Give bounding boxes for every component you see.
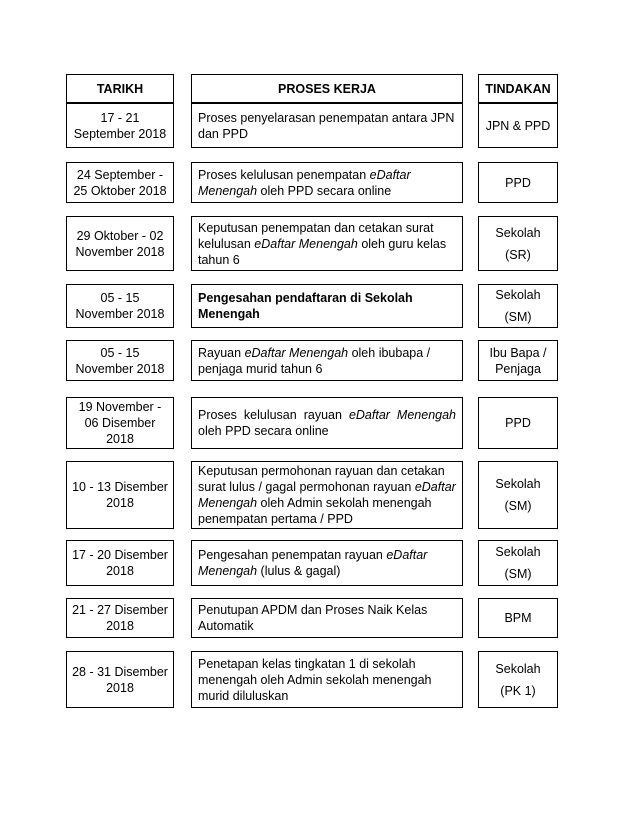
action-line: Penjaga xyxy=(495,361,541,376)
date-line: 10 - 13 Disember xyxy=(72,480,168,494)
date-line: November 2018 xyxy=(75,307,165,321)
date-cell xyxy=(66,162,174,203)
action-text xyxy=(504,610,531,626)
date-cell xyxy=(66,540,174,586)
action-text xyxy=(490,345,547,377)
process-text xyxy=(198,656,456,704)
action-line: BPM xyxy=(504,611,532,625)
date-line: 2018 xyxy=(106,619,134,633)
process-segment: Penetapan kelas tingkatan 1 di sekolah menengah oleh Admin sekolah menengah murid diluluskan xyxy=(198,656,432,703)
date-line: 28 - 31 Disember xyxy=(72,664,168,679)
date-line: 17 - 20 Disember xyxy=(72,548,168,562)
process-emphasis: eDaftar Menengah xyxy=(198,548,428,578)
process-emphasis: eDaftar Menengah xyxy=(198,167,411,198)
date-text xyxy=(74,110,166,142)
process-text xyxy=(198,167,456,199)
header-action xyxy=(478,74,558,103)
date-cell xyxy=(66,103,174,148)
process-emphasis: eDaftar Menengah xyxy=(244,345,349,360)
header-process-label: PROSES KERJA xyxy=(278,81,376,96)
action-text xyxy=(495,287,540,325)
action-cell xyxy=(478,216,558,271)
action-cell xyxy=(478,340,558,381)
process-segment: oleh guru kelas tahun 6 xyxy=(198,236,447,267)
process-cell xyxy=(191,216,463,271)
process-emphasis: eDaftar Menengah xyxy=(254,236,358,251)
date-cell xyxy=(66,216,174,271)
date-line: 05 - 15 xyxy=(100,291,140,305)
action-line: (SR) xyxy=(505,247,531,262)
action-line: Sekolah xyxy=(495,288,541,302)
process-segment: oleh ibubapa / penjaga murid tahun 6 xyxy=(198,345,431,376)
process-cell xyxy=(191,540,463,586)
date-cell xyxy=(66,461,174,529)
process-cell xyxy=(191,651,463,708)
action-line: PPD xyxy=(505,416,531,430)
date-line: 24 September - xyxy=(76,167,164,182)
action-cell xyxy=(478,103,558,148)
action-cell xyxy=(478,461,558,529)
process-segment: Keputusan penempatan dan cetakan surat kelulusan xyxy=(198,220,434,251)
date-cell xyxy=(66,397,174,449)
action-text xyxy=(486,118,551,134)
process-cell xyxy=(191,397,463,449)
date-line: 17 - 21 xyxy=(100,110,140,125)
action-line: Sekolah xyxy=(495,661,541,676)
process-segment: Pengesahan penempatan rayuan xyxy=(198,548,387,562)
action-text xyxy=(495,661,540,699)
process-segment: oleh PPD secara online xyxy=(198,424,329,438)
action-line: (SM) xyxy=(504,310,532,324)
process-segment: Proses penyelarasan penempatan antara JPN dan PPD xyxy=(198,110,455,141)
date-cell xyxy=(66,651,174,708)
process-text xyxy=(198,602,456,634)
date-text xyxy=(76,228,165,260)
action-line: Sekolah xyxy=(495,225,541,240)
process-emphasis: eDaftar Menengah xyxy=(198,480,456,510)
action-line: (PK 1) xyxy=(500,683,536,698)
action-line: (SM) xyxy=(504,499,532,513)
process-segment: Proses kelulusan rayuan xyxy=(198,408,349,422)
process-text xyxy=(198,345,456,377)
process-segment: Keputusan permohonan rayuan dan cetakan surat lulus / gagal permohonan rayuan xyxy=(198,464,445,494)
date-line: 2018 xyxy=(106,432,134,446)
action-cell xyxy=(478,162,558,203)
header-date xyxy=(66,74,174,103)
action-text xyxy=(495,544,540,582)
process-cell xyxy=(191,598,463,638)
action-line: JPN & PPD xyxy=(485,118,551,133)
action-text xyxy=(505,175,531,191)
date-cell xyxy=(66,598,174,638)
process-segment: Penutupan APDM dan Proses Naik Kelas Automatik xyxy=(198,603,428,633)
process-emphasis: eDaftar Menengah xyxy=(348,408,457,422)
date-line: 19 November - xyxy=(78,400,162,414)
process-cell xyxy=(191,340,463,381)
process-cell xyxy=(191,284,463,328)
action-cell xyxy=(478,284,558,328)
date-line: 05 - 15 xyxy=(100,345,140,360)
date-line: 06 Disember xyxy=(84,416,156,430)
date-line: 29 Oktober - 02 xyxy=(76,228,164,243)
date-cell xyxy=(66,340,174,381)
date-line: November 2018 xyxy=(75,244,165,259)
date-text xyxy=(79,399,162,447)
action-cell xyxy=(478,598,558,638)
process-segment: Rayuan xyxy=(198,345,245,360)
action-line: Sekolah xyxy=(495,545,541,559)
action-text xyxy=(505,415,531,431)
process-cell xyxy=(191,162,463,203)
header-date-label: TARIKH xyxy=(96,81,144,96)
process-text xyxy=(198,547,456,579)
date-text xyxy=(76,345,165,377)
date-line: 2018 xyxy=(106,496,134,510)
date-text xyxy=(72,479,168,511)
process-segment: Proses kelulusan penempatan xyxy=(198,167,370,182)
action-cell xyxy=(478,397,558,449)
date-line: 21 - 27 Disember xyxy=(72,603,168,617)
date-text xyxy=(76,290,165,322)
process-text xyxy=(198,407,456,439)
date-text xyxy=(72,664,168,696)
date-text xyxy=(72,602,168,634)
process-segment: (lulus & gagal) xyxy=(257,564,341,578)
action-text xyxy=(495,476,540,514)
date-line: 25 Oktober 2018 xyxy=(73,183,167,198)
action-line: (SM) xyxy=(504,567,532,581)
header-action-label: TINDAKAN xyxy=(485,81,551,96)
action-text xyxy=(495,225,540,263)
process-text xyxy=(198,463,456,527)
process-segment: Pengesahan pendaftaran di Sekolah Menengah xyxy=(198,291,413,321)
process-cell xyxy=(191,461,463,529)
process-text xyxy=(198,110,456,142)
action-cell xyxy=(478,651,558,708)
date-line: September 2018 xyxy=(73,126,167,141)
date-line: November 2018 xyxy=(75,361,165,376)
date-text xyxy=(72,547,168,579)
date-line: 2018 xyxy=(106,680,134,695)
process-cell xyxy=(191,103,463,148)
date-text xyxy=(73,167,166,199)
process-text xyxy=(198,290,456,322)
date-cell xyxy=(66,284,174,328)
process-text xyxy=(198,220,456,268)
action-line: PPD xyxy=(505,175,531,190)
date-line: 2018 xyxy=(106,564,134,578)
action-line: Sekolah xyxy=(495,477,541,491)
header-process xyxy=(191,74,463,103)
action-cell xyxy=(478,540,558,586)
process-segment: oleh PPD secara online xyxy=(257,183,392,198)
action-line: Ibu Bapa / xyxy=(489,345,547,360)
process-segment: oleh Admin sekolah menengah penempatan pertama / PPD xyxy=(198,496,432,526)
